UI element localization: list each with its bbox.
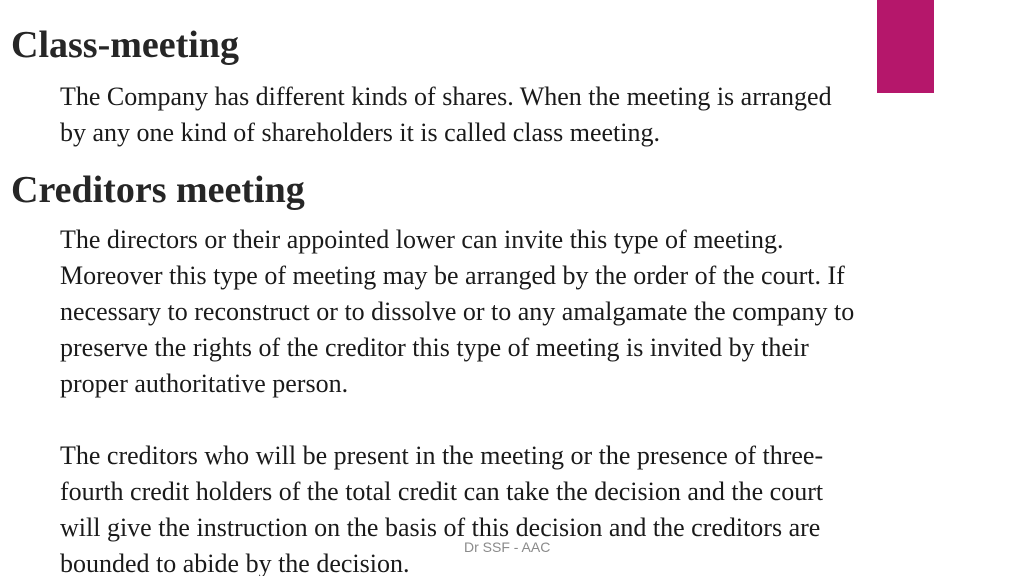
- paragraph-creditors-meeting-1: [60, 222, 854, 402]
- paragraph-class-meeting: [60, 79, 832, 151]
- text-line: bounded to abide by the decision.: [60, 549, 410, 576]
- heading-class-meeting: Class-meeting: [11, 24, 239, 66]
- text-line: by any one kind of shareholders it is called class meeting.: [60, 118, 661, 147]
- paragraph-creditors-meeting-2: [60, 438, 823, 576]
- text-line: fourth credit holders of the total credit can take the decision and the court: [60, 477, 824, 506]
- text-line: The creditors who will be present in the meeting or the presence of three-: [60, 441, 824, 470]
- text-line: The Company has different kinds of shares. When the meeting is arranged: [60, 82, 832, 111]
- text-line: Moreover this type of meeting may be arranged by the order of the court. If: [60, 261, 845, 290]
- text-line: necessary to reconstruct or to dissolve or to any amalgamate the company to: [60, 297, 855, 326]
- heading-creditors-meeting: Creditors meeting: [11, 169, 305, 211]
- accent-bar: [877, 0, 934, 93]
- text-line: The directors or their appointed lower can invite this type of meeting.: [60, 225, 784, 254]
- slide-footer: Dr SSF - AAC: [464, 539, 551, 555]
- text-line: will give the instruction on the basis of this decision and the creditors are: [60, 513, 821, 542]
- text-line: proper authoritative person.: [60, 369, 349, 398]
- text-line: preserve the rights of the creditor this type of meeting is invited by their: [60, 333, 809, 362]
